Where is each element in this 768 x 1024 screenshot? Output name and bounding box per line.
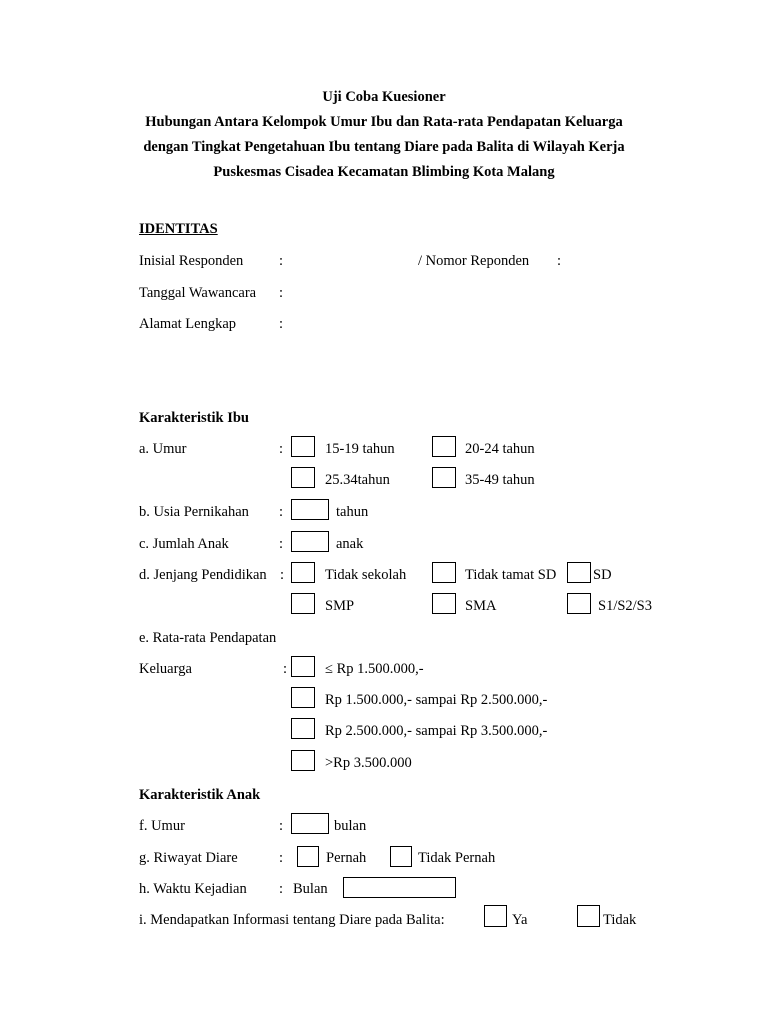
pendapatan-option-label: Rp 1.500.000,- sampai Rp 2.500.000,-	[325, 692, 548, 708]
umur-anak-label: f. Umur	[139, 818, 185, 834]
title-line-1: Uji Coba Kuesioner	[322, 89, 446, 105]
title-line-3: dengan Tingkat Pengetahuan Ibu tentang Diare pada Balita di Wilayah Kerja	[143, 139, 625, 155]
waktu-kejadian-unit: Bulan	[293, 881, 328, 897]
colon: :	[279, 441, 284, 457]
colon: :	[279, 850, 284, 866]
inisial-responden-label: Inisial Responden	[139, 253, 244, 269]
pendidikan-option-label: SMP	[325, 598, 355, 614]
pendapatan-label-line2: Keluarga	[139, 661, 192, 677]
jumlah-anak-label: c. Jumlah Anak	[139, 536, 229, 552]
jumlah-anak-input[interactable]	[291, 531, 329, 552]
umur-anak-unit: bulan	[334, 818, 367, 834]
pendidikan-tidak-tamat-sd-checkbox[interactable]	[432, 562, 456, 583]
alamat-lengkap-label: Alamat Lengkap	[139, 316, 237, 332]
colon: :	[279, 818, 284, 834]
pendapatan-option-label: ≤ Rp 1.500.000,-	[325, 661, 424, 677]
pendidikan-option-label: SD	[593, 567, 612, 583]
pendapatan-label-line1: e. Rata-rata Pendapatan	[139, 630, 277, 646]
umur-35-49-checkbox[interactable]	[432, 467, 456, 488]
riwayat-diare-label: g. Riwayat Diare	[139, 850, 238, 866]
informasi-tidak-checkbox[interactable]	[577, 905, 600, 927]
tanggal-wawancara-label: Tanggal Wawancara	[139, 285, 257, 301]
colon: :	[279, 881, 284, 897]
usia-pernikahan-unit: tahun	[336, 504, 369, 520]
usia-pernikahan-input[interactable]	[291, 499, 329, 520]
title-line-2: Hubungan Antara Kelompok Umur Ibu dan Rata-rata Pendapatan Keluarga	[145, 114, 623, 130]
riwayat-option-label: Tidak Pernah	[418, 850, 496, 866]
pendidikan-option-label: SMA	[465, 598, 497, 614]
pendapatan-option-3-checkbox[interactable]	[291, 718, 315, 739]
pendapatan-option-2-checkbox[interactable]	[291, 687, 315, 708]
usia-pernikahan-label: b. Usia Pernikahan	[139, 504, 249, 520]
colon: :	[279, 504, 284, 520]
informasi-label: i. Mendapatkan Informasi tentang Diare pada Balita:	[139, 912, 445, 928]
pendidikan-sma-checkbox[interactable]	[432, 593, 456, 614]
karakteristik-ibu-heading: Karakteristik Ibu	[139, 410, 249, 426]
riwayat-tidak-pernah-checkbox[interactable]	[390, 846, 412, 867]
umur-option-label: 25.34tahun	[325, 472, 390, 488]
informasi-option-label: Ya	[512, 912, 528, 928]
colon: :	[279, 253, 284, 269]
karakteristik-anak-heading: Karakteristik Anak	[139, 787, 261, 803]
pendapatan-option-label: >Rp 3.500.000	[325, 755, 412, 771]
umur-15-19-checkbox[interactable]	[291, 436, 315, 457]
umur-anak-input[interactable]	[291, 813, 329, 834]
colon: :	[280, 567, 285, 583]
riwayat-pernah-checkbox[interactable]	[297, 846, 319, 867]
umur-option-label: 15-19 tahun	[325, 441, 395, 457]
umur-option-label: 35-49 tahun	[465, 472, 535, 488]
umur-20-24-checkbox[interactable]	[432, 436, 456, 457]
identitas-heading: IDENTITAS	[139, 221, 218, 237]
pendidikan-option-label: Tidak tamat SD	[465, 567, 557, 583]
pendapatan-option-4-checkbox[interactable]	[291, 750, 315, 771]
colon: :	[283, 661, 288, 677]
pendapatan-option-label: Rp 2.500.000,- sampai Rp 3.500.000,-	[325, 723, 548, 739]
pendidikan-option-label: S1/S2/S3	[598, 598, 652, 614]
colon: :	[279, 285, 284, 301]
colon: :	[557, 253, 562, 269]
umur-ibu-label: a. Umur	[139, 441, 187, 457]
jumlah-anak-unit: anak	[336, 536, 364, 552]
nomor-responden-label: / Nomor Reponden	[418, 253, 530, 269]
title-line-4: Puskesmas Cisadea Kecamatan Blimbing Kota Malang	[213, 164, 555, 180]
colon: :	[279, 316, 284, 332]
pendidikan-option-label: Tidak sekolah	[325, 567, 407, 583]
pendidikan-sd-checkbox[interactable]	[567, 562, 591, 583]
colon: :	[279, 536, 284, 552]
riwayat-option-label: Pernah	[326, 850, 367, 866]
pendapatan-option-1-checkbox[interactable]	[291, 656, 315, 677]
pendidikan-label: d. Jenjang Pendidikan	[139, 567, 267, 583]
umur-option-label: 20-24 tahun	[465, 441, 535, 457]
informasi-ya-checkbox[interactable]	[484, 905, 507, 927]
pendidikan-s1-s2-s3-checkbox[interactable]	[567, 593, 591, 614]
pendidikan-tidak-sekolah-checkbox[interactable]	[291, 562, 315, 583]
waktu-kejadian-input[interactable]	[343, 877, 456, 898]
umur-25-34-checkbox[interactable]	[291, 467, 315, 488]
pendidikan-smp-checkbox[interactable]	[291, 593, 315, 614]
informasi-option-label: Tidak	[603, 912, 637, 928]
waktu-kejadian-label: h. Waktu Kejadian	[139, 881, 247, 897]
